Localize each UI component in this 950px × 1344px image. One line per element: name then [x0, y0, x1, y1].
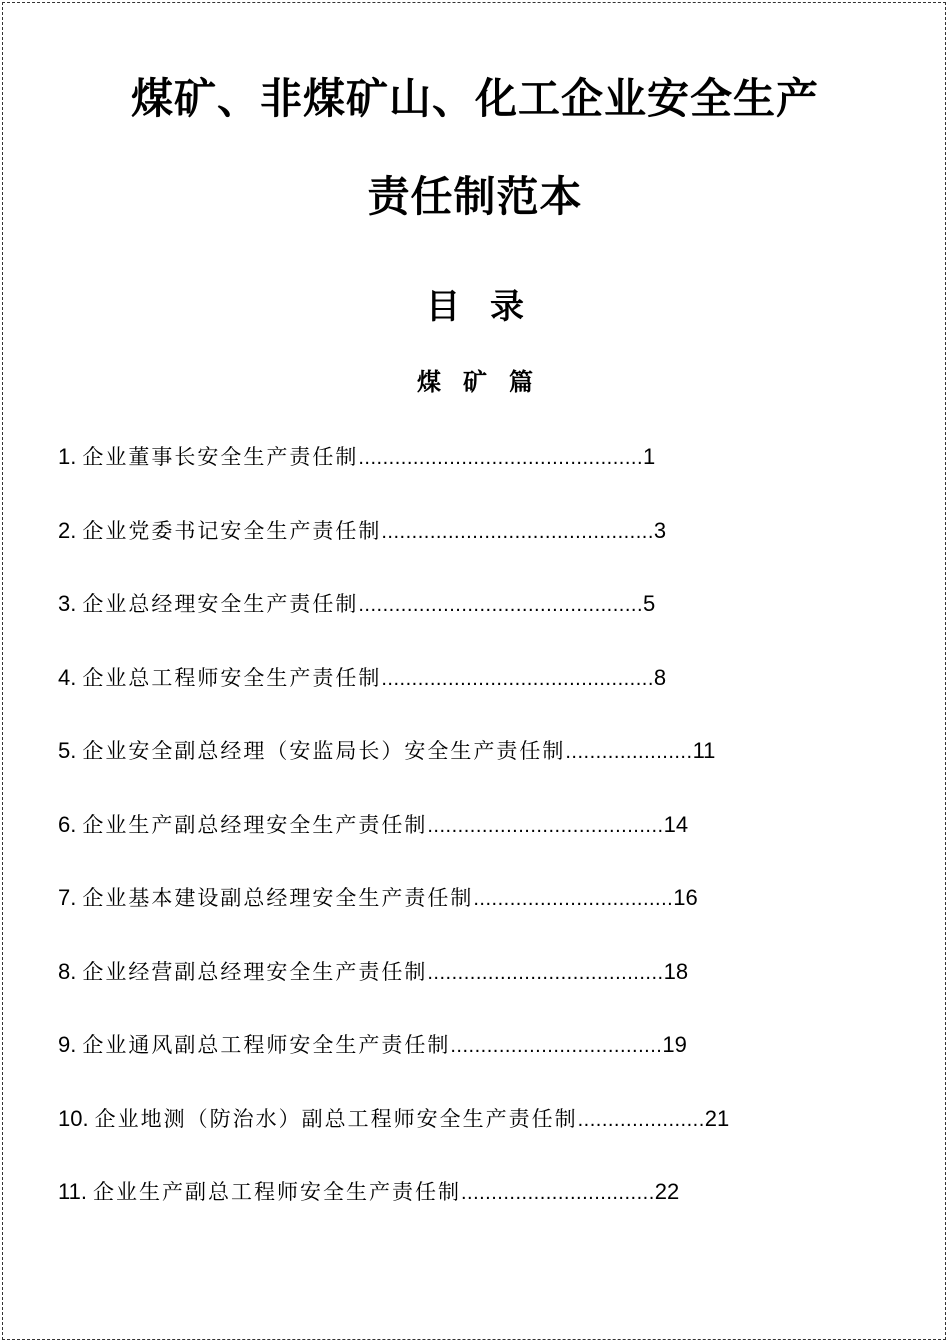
toc-entry[interactable] — [58, 1103, 858, 1177]
toc-entry-number: 7. — [58, 885, 77, 910]
toc-entry-leader: ............................................... — [358, 594, 644, 616]
toc-entry-title: 企业通风副总工程师安全生产责任制 — [82, 1033, 451, 1057]
toc-heading-char-1: 目 — [426, 287, 460, 327]
toc-entry[interactable] — [58, 662, 858, 736]
document-title-line-2: 责任制范本 — [367, 172, 583, 221]
toc-entry-page: 5 — [643, 591, 656, 616]
toc-entry[interactable] — [58, 588, 858, 662]
toc-entry-page: 19 — [662, 1032, 687, 1057]
toc-entry-leader: ................................... — [450, 1035, 663, 1057]
toc-entry-page: 21 — [704, 1105, 730, 1131]
toc-entry-leader: ............................................... — [358, 447, 644, 469]
toc-entry-title: 企业地测（防治水）副总工程师安全生产责任制 — [94, 1106, 578, 1131]
toc-entry-number: 9. — [58, 1032, 77, 1057]
toc-entry-number: 10. — [58, 1105, 89, 1131]
toc-entry-number: 4. — [58, 664, 77, 690]
toc-entry-page: 16 — [673, 885, 698, 910]
toc-entry-page: 3 — [653, 517, 667, 543]
toc-entry[interactable] — [58, 882, 858, 956]
toc-entry[interactable] — [58, 441, 858, 515]
toc-entry-leader: ............................................. — [381, 520, 654, 543]
toc-entry-page: 1 — [643, 444, 656, 469]
toc-entry[interactable] — [58, 1029, 858, 1103]
toc-entry-leader: ..................... — [565, 741, 693, 763]
toc-entry-page: 18 — [663, 958, 689, 984]
toc-entry-leader: ................................ — [460, 1182, 655, 1204]
toc-entry-leader: ............................................. — [381, 667, 654, 690]
toc-entry-title: 企业生产副总工程师安全生产责任制 — [92, 1180, 461, 1204]
toc-entry-page: 8 — [653, 664, 667, 690]
toc-entry[interactable] — [58, 809, 858, 883]
toc-entry-leader: ..................... — [577, 1108, 705, 1131]
toc-entry-number: 2. — [58, 517, 77, 543]
toc-entry[interactable] — [58, 956, 858, 1030]
toc-entry-number: 11. — [58, 1179, 87, 1204]
toc-entry-number: 8. — [58, 958, 77, 984]
toc-entry-page: 11 — [692, 738, 716, 763]
toc-entry-title: 企业基本建设副总经理安全生产责任制 — [82, 886, 474, 910]
toc-entry-number: 3. — [58, 591, 77, 616]
toc-entry-page: 14 — [663, 811, 689, 837]
toc-entry-title: 企业党委书记安全生产责任制 — [82, 518, 382, 543]
toc-entry-leader: ....................................... — [427, 814, 664, 837]
toc-heading-char-2: 录 — [490, 287, 524, 327]
document-title-line-1: 煤矿、非煤矿山、化工企业安全生产 — [130, 74, 819, 123]
toc-entry-number: 6. — [58, 811, 77, 837]
toc-entry-number: 5. — [58, 738, 77, 763]
toc-entry[interactable] — [58, 1176, 858, 1250]
toc-entry-leader: ................................. — [473, 888, 674, 910]
toc-entry-title: 企业总工程师安全生产责任制 — [82, 665, 382, 690]
toc-list — [58, 441, 858, 1250]
section-heading: 煤矿篇 — [417, 367, 555, 396]
toc-entry-title: 企业安全副总经理（安监局长）安全生产责任制 — [82, 739, 566, 763]
toc-entry-leader: ....................................... — [427, 961, 664, 984]
toc-entry-title: 企业董事长安全生产责任制 — [82, 445, 359, 469]
toc-heading — [0, 287, 950, 327]
toc-entry-title: 企业经营副总经理安全生产责任制 — [82, 959, 428, 984]
toc-entry[interactable] — [58, 735, 858, 809]
toc-entry-number: 1. — [58, 444, 77, 469]
toc-entry-title: 企业生产副总经理安全生产责任制 — [82, 812, 428, 837]
toc-entry-title: 企业总经理安全生产责任制 — [82, 592, 359, 616]
toc-entry[interactable] — [58, 515, 858, 589]
toc-entry-page: 22 — [654, 1179, 680, 1204]
